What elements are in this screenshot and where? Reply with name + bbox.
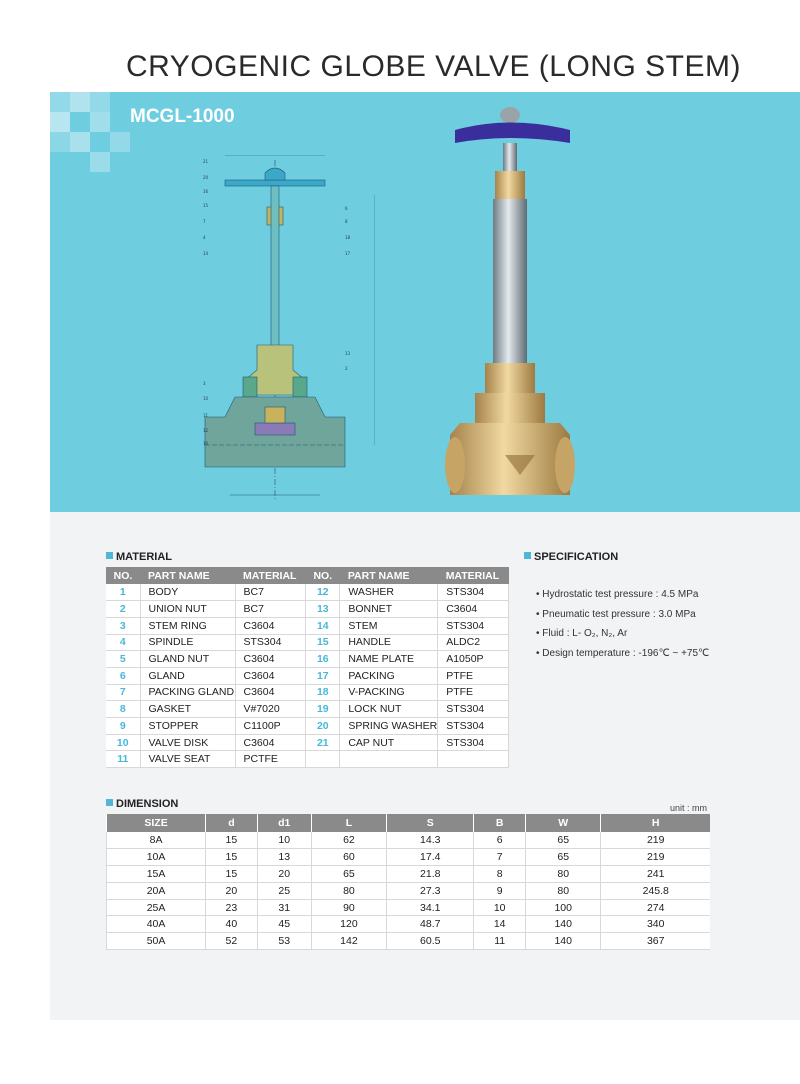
valve-product-photo: [445, 105, 585, 500]
dimension-cell: 52: [206, 933, 258, 950]
table-row: [106, 651, 509, 668]
bullet-square-icon: [106, 552, 113, 559]
part-name: UNION NUT: [140, 601, 235, 618]
part-name: LOCK NUT: [340, 701, 438, 718]
dimension-cell: 241: [601, 866, 710, 883]
material-name: C3604: [235, 617, 306, 634]
part-number: 3: [106, 617, 140, 634]
material-name: C3604: [235, 667, 306, 684]
part-name: BONNET: [340, 601, 438, 618]
dimension-cell: 80: [311, 882, 386, 899]
dimension-cell: 40A: [107, 916, 206, 933]
dimension-cell: 20: [206, 882, 258, 899]
part-number: 21: [306, 734, 340, 751]
part-name: PACKING: [340, 667, 438, 684]
table-row: [106, 734, 509, 751]
spec-item: • Fluid : L- O₂, N₂, Ar: [536, 628, 628, 639]
dimension-cell: 90: [311, 899, 386, 916]
part-number: 7: [106, 684, 140, 701]
part-name: VALVE SEAT: [140, 751, 235, 768]
dimension-cell: 50A: [107, 933, 206, 950]
part-name: GASKET: [140, 701, 235, 718]
table-row: [106, 701, 509, 718]
dimension-cell: 15: [206, 849, 258, 866]
part-number: 2: [106, 601, 140, 618]
valve-cross-section-drawing: [195, 155, 375, 515]
material-name: V#7020: [235, 701, 306, 718]
table-row: [106, 617, 509, 634]
col-part-name: PART NAME: [340, 567, 438, 584]
dimension-cell: 65: [311, 866, 386, 883]
col-material: MATERIAL: [438, 567, 509, 584]
material-heading: MATERIAL: [106, 551, 172, 563]
table-row: [106, 684, 509, 701]
table-row: [107, 849, 711, 866]
part-number: 18: [306, 684, 340, 701]
material-name: STS304: [438, 734, 509, 751]
dimension-cell: 40: [206, 916, 258, 933]
part-number: 20: [306, 718, 340, 735]
svg-text:3: 3: [203, 381, 206, 386]
dimension-cell: 15A: [107, 866, 206, 883]
table-row: [106, 601, 509, 618]
table-row: [107, 832, 711, 849]
col-no: NO.: [106, 567, 140, 584]
dimension-header: W: [526, 814, 601, 832]
table-row: [107, 882, 711, 899]
part-name: GLAND NUT: [140, 651, 235, 668]
dimension-heading: DIMENSION: [106, 798, 178, 810]
dimension-cell: 219: [601, 832, 710, 849]
material-name: STS304: [438, 718, 509, 735]
svg-text:20: 20: [203, 175, 209, 180]
dimension-cell: 120: [311, 916, 386, 933]
dimension-header: L: [311, 814, 386, 832]
dimension-cell: 48.7: [387, 916, 474, 933]
material-name: C3604: [235, 651, 306, 668]
svg-text:6: 6: [345, 206, 348, 211]
dimension-cell: 60.5: [387, 933, 474, 950]
dimension-cell: 274: [601, 899, 710, 916]
dimension-cell: 15: [206, 866, 258, 883]
unit-label: unit : mm: [670, 803, 708, 813]
dimension-cell: 245.8: [601, 882, 710, 899]
part-number: 10: [106, 734, 140, 751]
dimension-cell: 62: [311, 832, 386, 849]
material-name: ALDC2: [438, 634, 509, 651]
material-name: STS304: [438, 701, 509, 718]
table-row: [106, 718, 509, 735]
part-number: 17: [306, 667, 340, 684]
part-number: 9: [106, 718, 140, 735]
part-name: PACKING GLAND: [140, 684, 235, 701]
dimension-cell: 219: [601, 849, 710, 866]
material-name: C1100P: [235, 718, 306, 735]
material-table: [106, 567, 509, 768]
table-row: [106, 634, 509, 651]
dimension-cell: 11: [474, 933, 526, 950]
part-number: 13: [306, 601, 340, 618]
dimension-cell: 25: [257, 882, 311, 899]
part-name: SPRING WASHER: [340, 718, 438, 735]
spec-item: • Pneumatic test pressure : 3.0 MPa: [536, 608, 696, 620]
bullet-square-icon: [106, 799, 113, 806]
material-name: BC7: [235, 601, 306, 618]
material-name: PTFE: [438, 684, 509, 701]
svg-text:21: 21: [203, 159, 209, 164]
material-name: [438, 751, 509, 768]
svg-text:8: 8: [345, 219, 348, 224]
model-number: MCGL-1000: [130, 106, 235, 127]
dimension-cell: 25A: [107, 899, 206, 916]
part-name: WASHER: [340, 584, 438, 601]
dimension-cell: 7: [474, 849, 526, 866]
dimension-header: S: [387, 814, 474, 832]
dimension-cell: 100: [526, 899, 601, 916]
material-name: PCTFE: [235, 751, 306, 768]
svg-text:15: 15: [203, 203, 209, 208]
part-name: STEM: [340, 617, 438, 634]
part-name: GLAND: [140, 667, 235, 684]
page-title: CRYOGENIC GLOBE VALVE (LONG STEM): [126, 50, 741, 83]
svg-text:11: 11: [203, 413, 209, 418]
svg-text:14: 14: [203, 251, 209, 256]
material-name: C3604: [235, 734, 306, 751]
material-name: C3604: [438, 601, 509, 618]
dimension-header: d1: [257, 814, 311, 832]
material-name: STS304: [438, 617, 509, 634]
part-number: 4: [106, 634, 140, 651]
specification-list: [536, 585, 709, 663]
part-name: CAP NUT: [340, 734, 438, 751]
part-number: 11: [106, 751, 140, 768]
svg-text:10: 10: [203, 441, 209, 446]
dimension-cell: 10: [257, 832, 311, 849]
part-name: STOPPER: [140, 718, 235, 735]
dimension-cell: 53: [257, 933, 311, 950]
dimension-cell: 23: [206, 899, 258, 916]
material-name: A1050P: [438, 651, 509, 668]
dimension-cell: 340: [601, 916, 710, 933]
dimension-cell: 31: [257, 899, 311, 916]
table-row: [107, 866, 711, 883]
spec-item: • Hydrostatic test pressure : 4.5 MPa: [536, 589, 699, 600]
dimension-cell: 45: [257, 916, 311, 933]
dimension-header: d: [206, 814, 258, 832]
dimension-cell: 15: [206, 832, 258, 849]
material-name: PTFE: [438, 667, 509, 684]
dimension-cell: 10: [474, 899, 526, 916]
dimension-table: [106, 814, 710, 950]
dimension-cell: 8: [474, 866, 526, 883]
part-number: 1: [106, 584, 140, 601]
svg-text:10: 10: [203, 396, 209, 401]
dimension-cell: 21.8: [387, 866, 474, 883]
table-row: [107, 899, 711, 916]
part-name: SPINDLE: [140, 634, 235, 651]
dimension-header: SIZE: [107, 814, 206, 832]
dimension-cell: 20A: [107, 882, 206, 899]
spec-item: • Design temperature : -196℃ ~ +75℃: [536, 647, 710, 659]
part-number: 14: [306, 617, 340, 634]
table-row: [107, 933, 711, 950]
part-name: [340, 751, 438, 768]
dimension-cell: 34.1: [387, 899, 474, 916]
part-number: [306, 751, 340, 768]
part-name: BODY: [140, 584, 235, 601]
part-name: V-PACKING: [340, 684, 438, 701]
material-name: C3604: [235, 684, 306, 701]
part-number: 8: [106, 701, 140, 718]
material-name: STS304: [438, 584, 509, 601]
svg-text:16: 16: [203, 189, 209, 194]
part-name: VALVE DISK: [140, 734, 235, 751]
material-name: STS304: [235, 634, 306, 651]
dimension-cell: 80: [526, 882, 601, 899]
dimension-header: B: [474, 814, 526, 832]
dimension-cell: 14: [474, 916, 526, 933]
table-row: [106, 751, 509, 768]
dimension-cell: 20: [257, 866, 311, 883]
dimension-cell: 65: [526, 849, 601, 866]
dimension-cell: 27.3: [387, 882, 474, 899]
svg-text:7: 7: [203, 219, 206, 224]
part-number: 5: [106, 651, 140, 668]
dimension-cell: 80: [526, 866, 601, 883]
part-name: HANDLE: [340, 634, 438, 651]
part-number: 16: [306, 651, 340, 668]
col-material: MATERIAL: [235, 567, 306, 584]
col-part-name: PART NAME: [140, 567, 235, 584]
svg-text:2: 2: [345, 366, 348, 371]
part-number: 12: [306, 584, 340, 601]
bullet-square-icon: [524, 552, 531, 559]
part-number: 19: [306, 701, 340, 718]
svg-text:18: 18: [345, 235, 351, 240]
dimension-cell: 9: [474, 882, 526, 899]
dimension-cell: 60: [311, 849, 386, 866]
dimension-cell: 17.4: [387, 849, 474, 866]
dimension-cell: 140: [526, 916, 601, 933]
col-no: NO.: [306, 567, 340, 584]
dimension-cell: 65: [526, 832, 601, 849]
table-row: [107, 916, 711, 933]
svg-text:12: 12: [203, 428, 209, 433]
svg-text:4: 4: [203, 235, 206, 240]
dimension-cell: 142: [311, 933, 386, 950]
part-name: NAME PLATE: [340, 651, 438, 668]
dimension-cell: 140: [526, 933, 601, 950]
part-name: STEM RING: [140, 617, 235, 634]
dimension-cell: 14.3: [387, 832, 474, 849]
table-row: [106, 667, 509, 684]
dimension-header: H: [601, 814, 710, 832]
dimension-cell: 10A: [107, 849, 206, 866]
dimension-cell: 6: [474, 832, 526, 849]
dimension-cell: 8A: [107, 832, 206, 849]
material-name: BC7: [235, 584, 306, 601]
hero-banner: [50, 92, 800, 512]
table-row: [106, 584, 509, 601]
part-number: 15: [306, 634, 340, 651]
specification-heading: SPECIFICATION: [524, 551, 618, 563]
dimension-cell: 367: [601, 933, 710, 950]
part-number: 6: [106, 667, 140, 684]
dimension-cell: 13: [257, 849, 311, 866]
svg-text:13: 13: [345, 351, 351, 356]
svg-text:17: 17: [345, 251, 351, 256]
